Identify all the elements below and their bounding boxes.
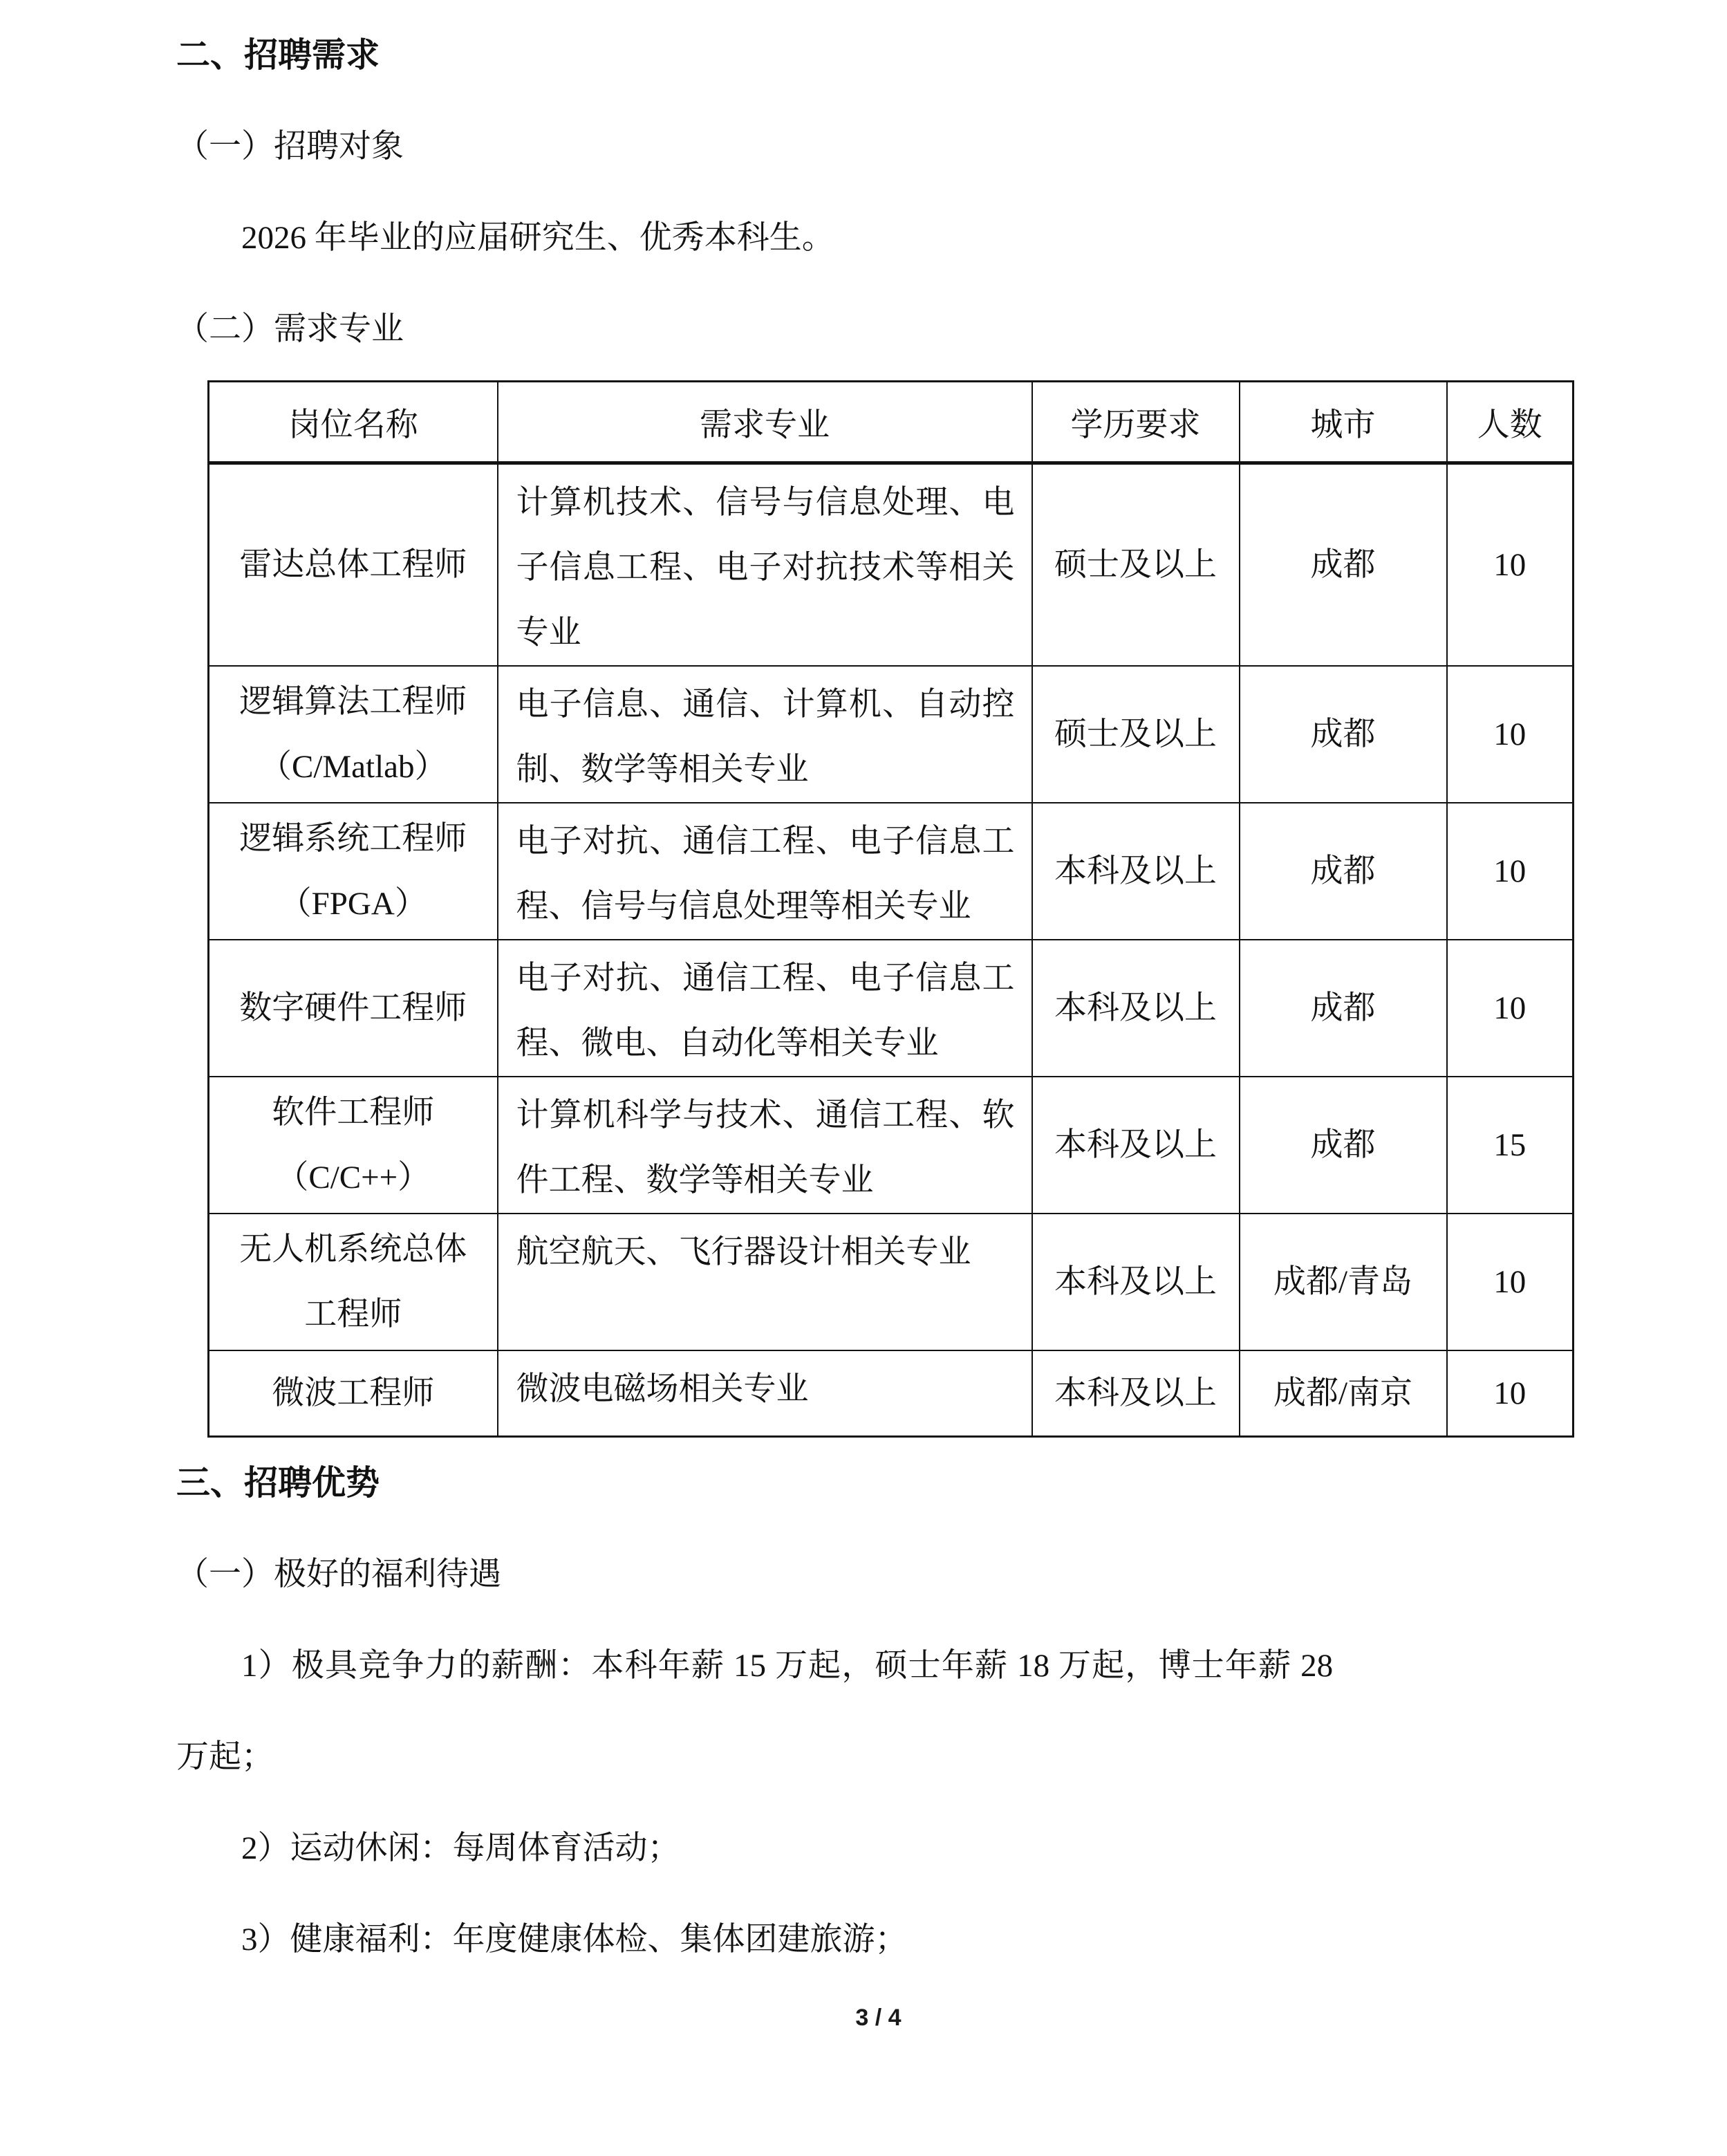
cell-count: 10 <box>1447 940 1574 1077</box>
cell-position: 微波工程师 <box>209 1350 498 1436</box>
subsection-heading-recruitment-target: （一）招聘对象 <box>176 129 404 165</box>
section-heading-recruitment-advantages: 三、招聘优势 <box>176 1463 380 1502</box>
cell-major: 计算机科学与技术、通信工程、软件工程、数学等相关专业 <box>498 1077 1032 1214</box>
cell-count: 10 <box>1447 1350 1574 1436</box>
cell-major: 电子对抗、通信工程、电子信息工程、微电、自动化等相关专业 <box>498 940 1032 1077</box>
cell-count: 10 <box>1447 803 1574 940</box>
header-position: 岗位名称 <box>209 382 498 463</box>
cell-count: 10 <box>1447 463 1574 667</box>
cell-position: 逻辑系统工程师（FPGA） <box>209 803 498 940</box>
cell-position: 无人机系统总体工程师 <box>209 1214 498 1350</box>
section-heading-recruitment-needs: 二、招聘需求 <box>176 36 380 74</box>
cell-education: 本科及以上 <box>1032 1214 1240 1350</box>
recruitment-target-paragraph: 2026 年毕业的应届研究生、优秀本科生。 <box>241 220 834 256</box>
cell-education: 本科及以上 <box>1032 803 1240 940</box>
cell-education: 硕士及以上 <box>1032 463 1240 667</box>
table-row <box>209 1077 1574 1214</box>
cell-position: 数字硬件工程师 <box>209 940 498 1077</box>
cell-count: 15 <box>1447 1077 1574 1214</box>
cell-city: 成都 <box>1240 940 1447 1077</box>
cell-education: 硕士及以上 <box>1032 666 1240 803</box>
header-city: 城市 <box>1240 382 1447 463</box>
cell-major: 电子对抗、通信工程、电子信息工程、信号与信息处理等相关专业 <box>498 803 1032 940</box>
cell-position: 逻辑算法工程师（C/Matlab） <box>209 666 498 803</box>
welfare-item-salary: 1）极具竞争力的薪酬：本科年薪 15 万起，硕士年薪 18 万起，博士年薪 28 万起； <box>176 1647 1334 1775</box>
page-footer <box>176 2005 1580 2032</box>
welfare-item-health: 3）健康福利：年度健康体检、集体团建旅游； <box>241 1921 908 1958</box>
table-row <box>209 803 1574 940</box>
cell-major: 计算机技术、信号与信息处理、电子信息工程、电子对抗技术等相关专业 <box>498 463 1032 667</box>
header-education: 学历要求 <box>1032 382 1240 463</box>
cell-city: 成都 <box>1240 666 1447 803</box>
cell-city: 成都 <box>1240 1077 1447 1214</box>
table-row <box>209 666 1574 803</box>
cell-city: 成都/青岛 <box>1240 1214 1447 1350</box>
page-number: 3 / 4 <box>855 2004 902 2031</box>
positions-table <box>207 380 1574 1438</box>
cell-major: 微波电磁场相关专业 <box>498 1350 1032 1436</box>
table-row <box>209 1350 1574 1436</box>
table-row <box>209 940 1574 1077</box>
welfare-item-sports: 2）运动休闲：每周体育活动； <box>241 1830 680 1866</box>
cell-position: 雷达总体工程师 <box>209 463 498 667</box>
cell-major: 电子信息、通信、计算机、自动控制、数学等相关专业 <box>498 666 1032 803</box>
cell-education: 本科及以上 <box>1032 940 1240 1077</box>
cell-position: 软件工程师（C/C++） <box>209 1077 498 1214</box>
cell-city: 成都/南京 <box>1240 1350 1447 1436</box>
cell-count: 10 <box>1447 1214 1574 1350</box>
cell-major: 航空航天、飞行器设计相关专业 <box>498 1214 1032 1350</box>
cell-education: 本科及以上 <box>1032 1077 1240 1214</box>
header-count: 人数 <box>1447 382 1574 463</box>
cell-city: 成都 <box>1240 803 1447 940</box>
table-header-row <box>209 382 1574 463</box>
subsection-heading-required-majors: （二）需求专业 <box>176 311 404 347</box>
header-major: 需求专业 <box>498 382 1032 463</box>
cell-count: 10 <box>1447 666 1574 803</box>
table-row <box>209 463 1574 667</box>
cell-city: 成都 <box>1240 463 1447 667</box>
subsection-heading-welfare: （一）极好的福利待遇 <box>176 1556 501 1592</box>
table-row <box>209 1214 1574 1350</box>
cell-education: 本科及以上 <box>1032 1350 1240 1436</box>
